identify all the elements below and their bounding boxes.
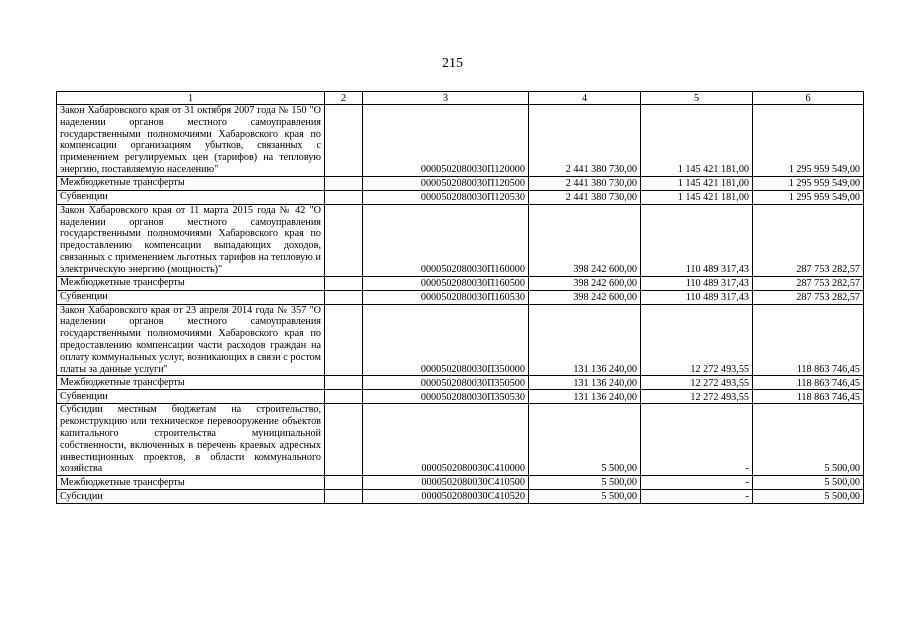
table-row [57,376,864,390]
row-value-4: 5 500,00 [529,490,641,504]
row-value-4: 2 441 380 730,00 [529,105,641,177]
row-value-6: 1 295 959 549,00 [753,176,864,190]
row-col2 [325,276,363,290]
row-value-6: 118 863 746,45 [753,376,864,390]
column-header: 6 [753,92,864,105]
row-value-5: 12 272 493,55 [641,390,753,404]
row-value-5: 1 145 421 181,00 [641,176,753,190]
row-value-4: 2 441 380 730,00 [529,190,641,204]
row-name: Субвенции [57,190,325,204]
column-header: 5 [641,92,753,105]
row-value-6: 287 753 282,57 [753,290,864,304]
row-value-4: 131 136 240,00 [529,376,641,390]
table-row [57,290,864,304]
row-code: 0000502080030П350500 [363,376,529,390]
row-value-4: 5 500,00 [529,404,641,476]
row-value-4: 131 136 240,00 [529,304,641,376]
row-value-5: - [641,476,753,490]
row-value-5: 1 145 421 181,00 [641,105,753,177]
column-header: 2 [325,92,363,105]
row-value-4: 2 441 380 730,00 [529,176,641,190]
column-header: 3 [363,92,529,105]
table-body [57,105,864,504]
page-number: 215 [442,56,463,71]
row-code: 0000502080030П160000 [363,204,529,276]
row-value-4: 5 500,00 [529,476,641,490]
row-name: Межбюджетные трансферты [57,376,325,390]
row-value-5: 110 489 317,43 [641,204,753,276]
row-value-5: 1 145 421 181,00 [641,190,753,204]
table-row [57,304,864,376]
table-header-row [57,92,864,105]
row-value-4: 398 242 600,00 [529,204,641,276]
row-value-6: 118 863 746,45 [753,390,864,404]
row-name: Межбюджетные трансферты [57,276,325,290]
row-code: 0000502080030П120000 [363,105,529,177]
table-row [57,404,864,476]
row-value-4: 131 136 240,00 [529,390,641,404]
row-col2 [325,176,363,190]
column-header: 1 [57,92,325,105]
row-value-4: 398 242 600,00 [529,276,641,290]
table-row [57,190,864,204]
row-value-6: 287 753 282,57 [753,204,864,276]
row-value-6: 5 500,00 [753,404,864,476]
table-row [57,105,864,177]
row-value-5: 12 272 493,55 [641,304,753,376]
row-code: 0000502080030П120500 [363,176,529,190]
row-code: 0000502080030П160500 [363,276,529,290]
row-name: Закон Хабаровского края от 11 марта 2015 года № 42 "О наделении органов местного самоуправления государственными полномочиями Хабаровского края по предоставлению компенсации выпадающих доходов, связанных с применением льготных тарифов на тепловую и электрическую энергию (мощность)" [57,204,325,276]
table-row [57,176,864,190]
row-value-5: 110 489 317,43 [641,276,753,290]
row-code: 0000502080030П120530 [363,190,529,204]
table-row [57,390,864,404]
table-row [57,204,864,276]
table-row [57,476,864,490]
row-col2 [325,204,363,276]
row-name: Закон Хабаровского края от 23 апреля 2014 года № 357 "О наделении органов местного самоуправления государственными полномочиями Хабаровского края по предоставлению компенсации части расходов граждан на оплату коммунальных услуг, возникающих в связи с ростом платы за данные услуги" [57,304,325,376]
row-code: 0000502080030П350530 [363,390,529,404]
row-value-6: 118 863 746,45 [753,304,864,376]
row-value-6: 287 753 282,57 [753,276,864,290]
row-name: Субвенции [57,390,325,404]
row-col2 [325,304,363,376]
row-col2 [325,404,363,476]
row-value-6: 1 295 959 549,00 [753,105,864,177]
row-value-4: 398 242 600,00 [529,290,641,304]
table-row [57,276,864,290]
row-value-5: 110 489 317,43 [641,290,753,304]
row-code: 0000502080030С410500 [363,476,529,490]
row-col2 [325,490,363,504]
row-col2 [325,376,363,390]
row-value-5: - [641,404,753,476]
row-value-6: 5 500,00 [753,490,864,504]
row-col2 [325,476,363,490]
row-value-6: 5 500,00 [753,476,864,490]
row-name: Субсидии местным бюджетам на строительство, реконструкцию или техническое перевооружение объектов капитального строительства муниципальной собственности, включенных в перечень краевых адресных инвестиционных проектов, в области коммунального хозяйства [57,404,325,476]
row-code: 0000502080030С410000 [363,404,529,476]
row-col2 [325,105,363,177]
row-code: 0000502080030С410520 [363,490,529,504]
row-code: 0000502080030П350000 [363,304,529,376]
row-code: 0000502080030П160530 [363,290,529,304]
row-name: Межбюджетные трансферты [57,476,325,490]
column-header: 4 [529,92,641,105]
row-value-6: 1 295 959 549,00 [753,190,864,204]
row-name: Субсидии [57,490,325,504]
row-name: Закон Хабаровского края от 31 октября 2007 года № 150 "О наделении органов местного самоуправления государственными полномочиями Хабаровского края по компенсации организациям убытков, связанных с применением регулируемых цен (тарифов) на тепловую энергию, поставляемую населению" [57,105,325,177]
row-col2 [325,390,363,404]
row-name: Межбюджетные трансферты [57,176,325,190]
row-col2 [325,290,363,304]
row-value-5: - [641,490,753,504]
budget-table [56,91,864,504]
row-col2 [325,190,363,204]
row-name: Субвенции [57,290,325,304]
table-row [57,490,864,504]
row-value-5: 12 272 493,55 [641,376,753,390]
